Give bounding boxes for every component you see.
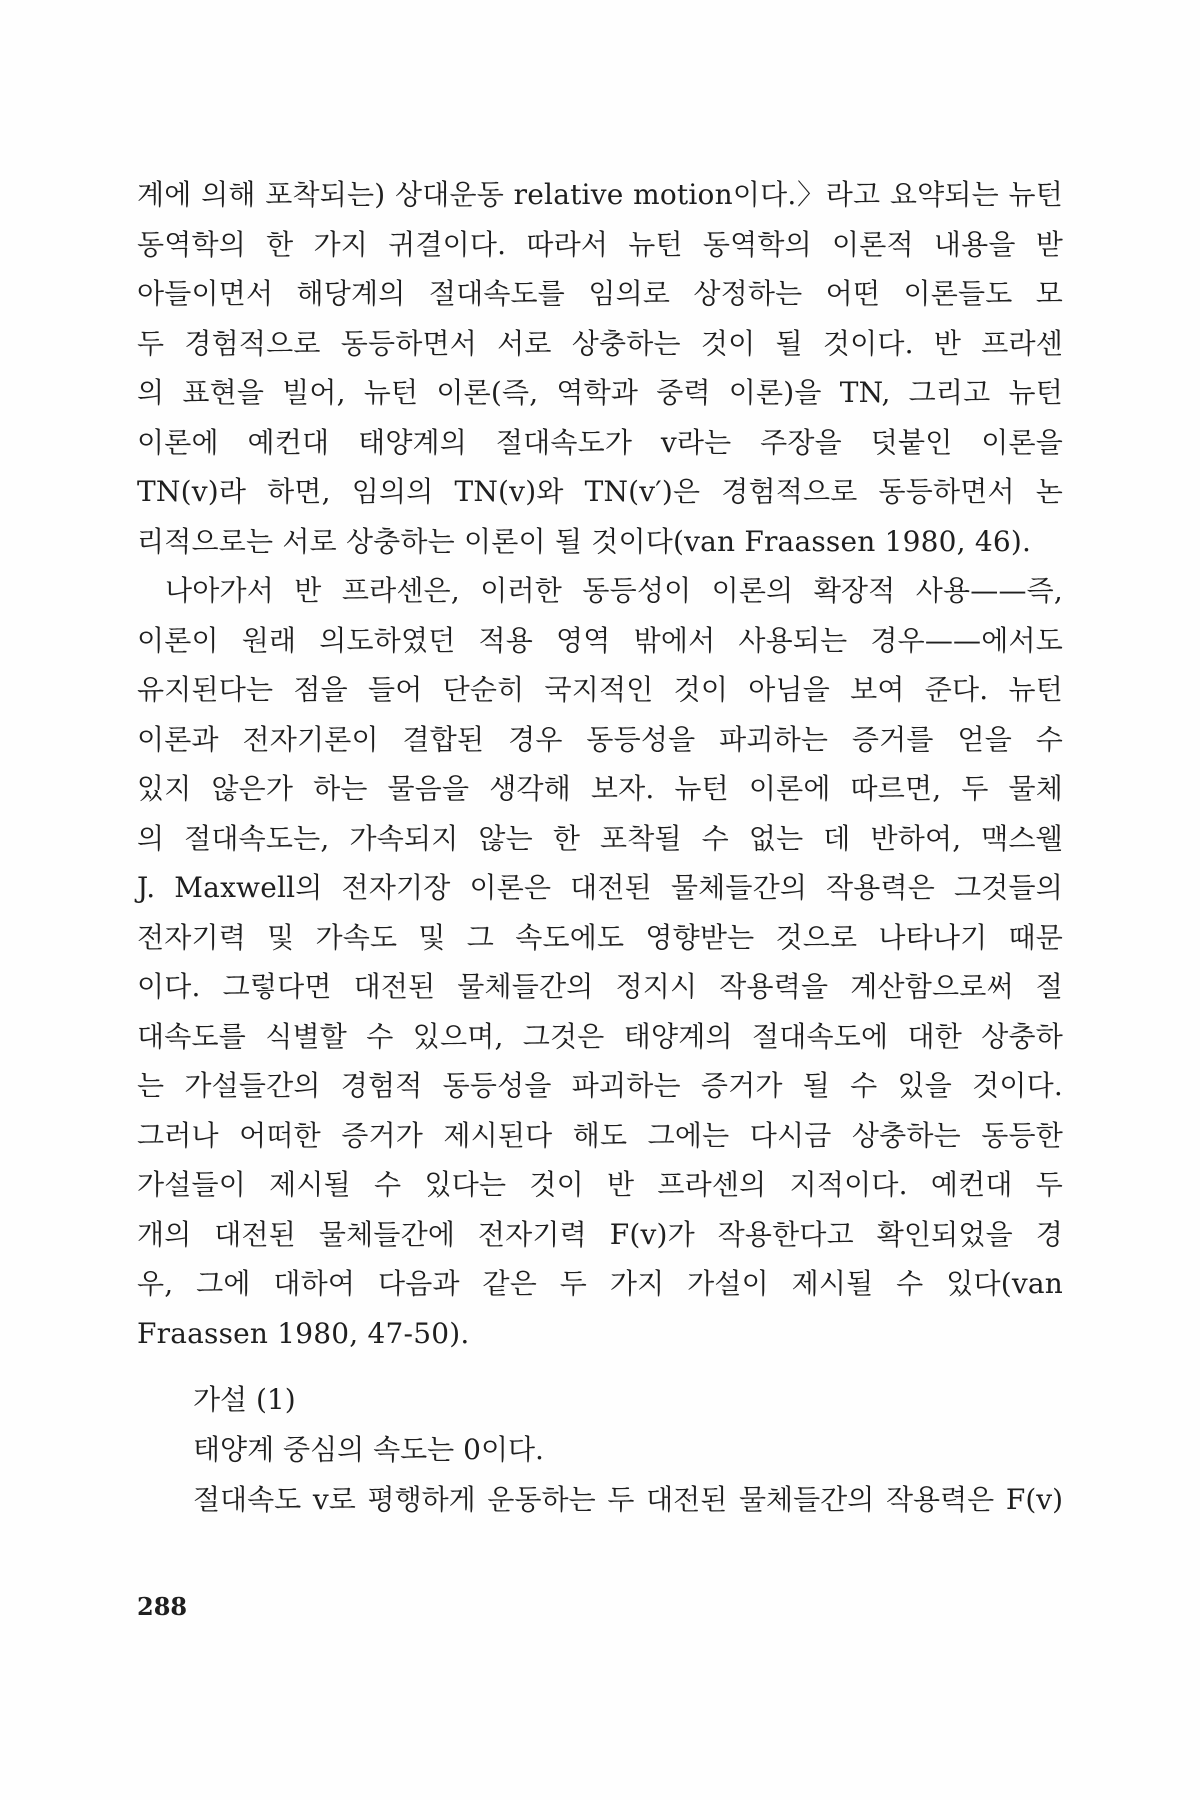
text-line: 동역학의 한 가지 귀결이다. 따라서 뉴턴 동역학의 이론적 내용을 받	[137, 227, 1063, 261]
text-line: 있지 않은가 하는 물음을 생각해 보자. 뉴턴 이론에 따르면, 두 물체	[137, 772, 1063, 805]
text-line: 의 표현을 빌어, 뉴턴 이론(즉, 역학과 중력 이론)을 TN, 그리고 뉴턴	[137, 376, 1063, 409]
text-line: 이론이 원래 의도하였던 적용 영역 밖에서 사용되는 경우——에서도	[137, 623, 1063, 657]
text-line: Fraassen 1980, 47-50).	[137, 1316, 470, 1350]
text-line: J. Maxwell의 전자기장 이론은 대전된 물체들간의 작용력은 그것들의	[137, 871, 1063, 904]
text-line: 전자기력 및 가속도 및 그 속도에도 영향받는 것으로 나타나기 때문	[137, 920, 1063, 954]
hypothesis-text: 태양계 중심의 속도는 0이다.	[193, 1433, 544, 1466]
text-line: 의 절대속도는, 가속되지 않는 한 포착될 수 없는 데 반하여, 맥스웰	[137, 821, 1063, 855]
text-line: 우, 그에 대하여 다음과 같은 두 가지 가설이 제시될 수 있다(van	[137, 1267, 1063, 1300]
hypothesis-block	[193, 1375, 1063, 1525]
text-line: 계에 의해 포착되는) 상대운동 relative motion이다.〉라고 요약되는 뉴턴	[137, 178, 1063, 211]
text-line: 그러나 어떠한 증거가 제시된다 해도 그에는 다시금 상충하는 동등한	[137, 1118, 1063, 1152]
text-line: 이론에 예컨대 태양계의 절대속도가 v라는 주장을 덧붙인 이론을	[137, 425, 1063, 459]
hypothesis-heading: 가설 (1)	[193, 1383, 296, 1416]
text-line: 대속도를 식별할 수 있으며, 그것은 태양계의 절대속도에 대한 상충하	[137, 1019, 1063, 1053]
text-line: 리적으로는 서로 상충하는 이론이 될 것이다(van Fraassen 1980, 46).	[137, 524, 1032, 558]
text-line: 두 경험적으로 동등하면서 서로 상충하는 것이 될 것이다. 반 프라센	[137, 326, 1063, 360]
text-line: 가설들이 제시될 수 있다는 것이 반 프라센의 지적이다. 예컨대 두	[137, 1168, 1063, 1201]
text-line: 유지된다는 점을 들어 단순히 국지적인 것이 아님을 보여 준다. 뉴턴	[137, 673, 1063, 706]
text-line: 나아가서 반 프라센은, 이러한 동등성이 이론의 확장적 사용——즉,	[165, 574, 1063, 607]
text-line: 개의 대전된 물체들간에 전자기력 F(v)가 작용한다고 확인되었을 경	[137, 1217, 1063, 1251]
body-text	[137, 170, 1063, 1358]
hypothesis-text: 절대속도 v로 평행하게 운동하는 두 대전된 물체들간의 작용력은 F(v)	[193, 1483, 1063, 1516]
text-line: 는 가설들간의 경험적 동등성을 파괴하는 증거가 될 수 있을 것이다.	[137, 1069, 1063, 1102]
text-line: 아들이면서 해당계의 절대속도를 임의로 상정하는 어떤 이론들도 모	[137, 277, 1063, 310]
page-number: 288	[137, 1592, 188, 1621]
text-line: TN(v)라 하면, 임의의 TN(v)와 TN(v′)은 경험적으로 동등하면서 논	[137, 475, 1063, 508]
text-line: 이다. 그렇다면 대전된 물체들간의 정지시 작용력을 계산함으로써 절	[137, 970, 1063, 1003]
text-line: 이론과 전자기론이 결합된 경우 동등성을 파괴하는 증거를 얻을 수	[137, 722, 1063, 756]
